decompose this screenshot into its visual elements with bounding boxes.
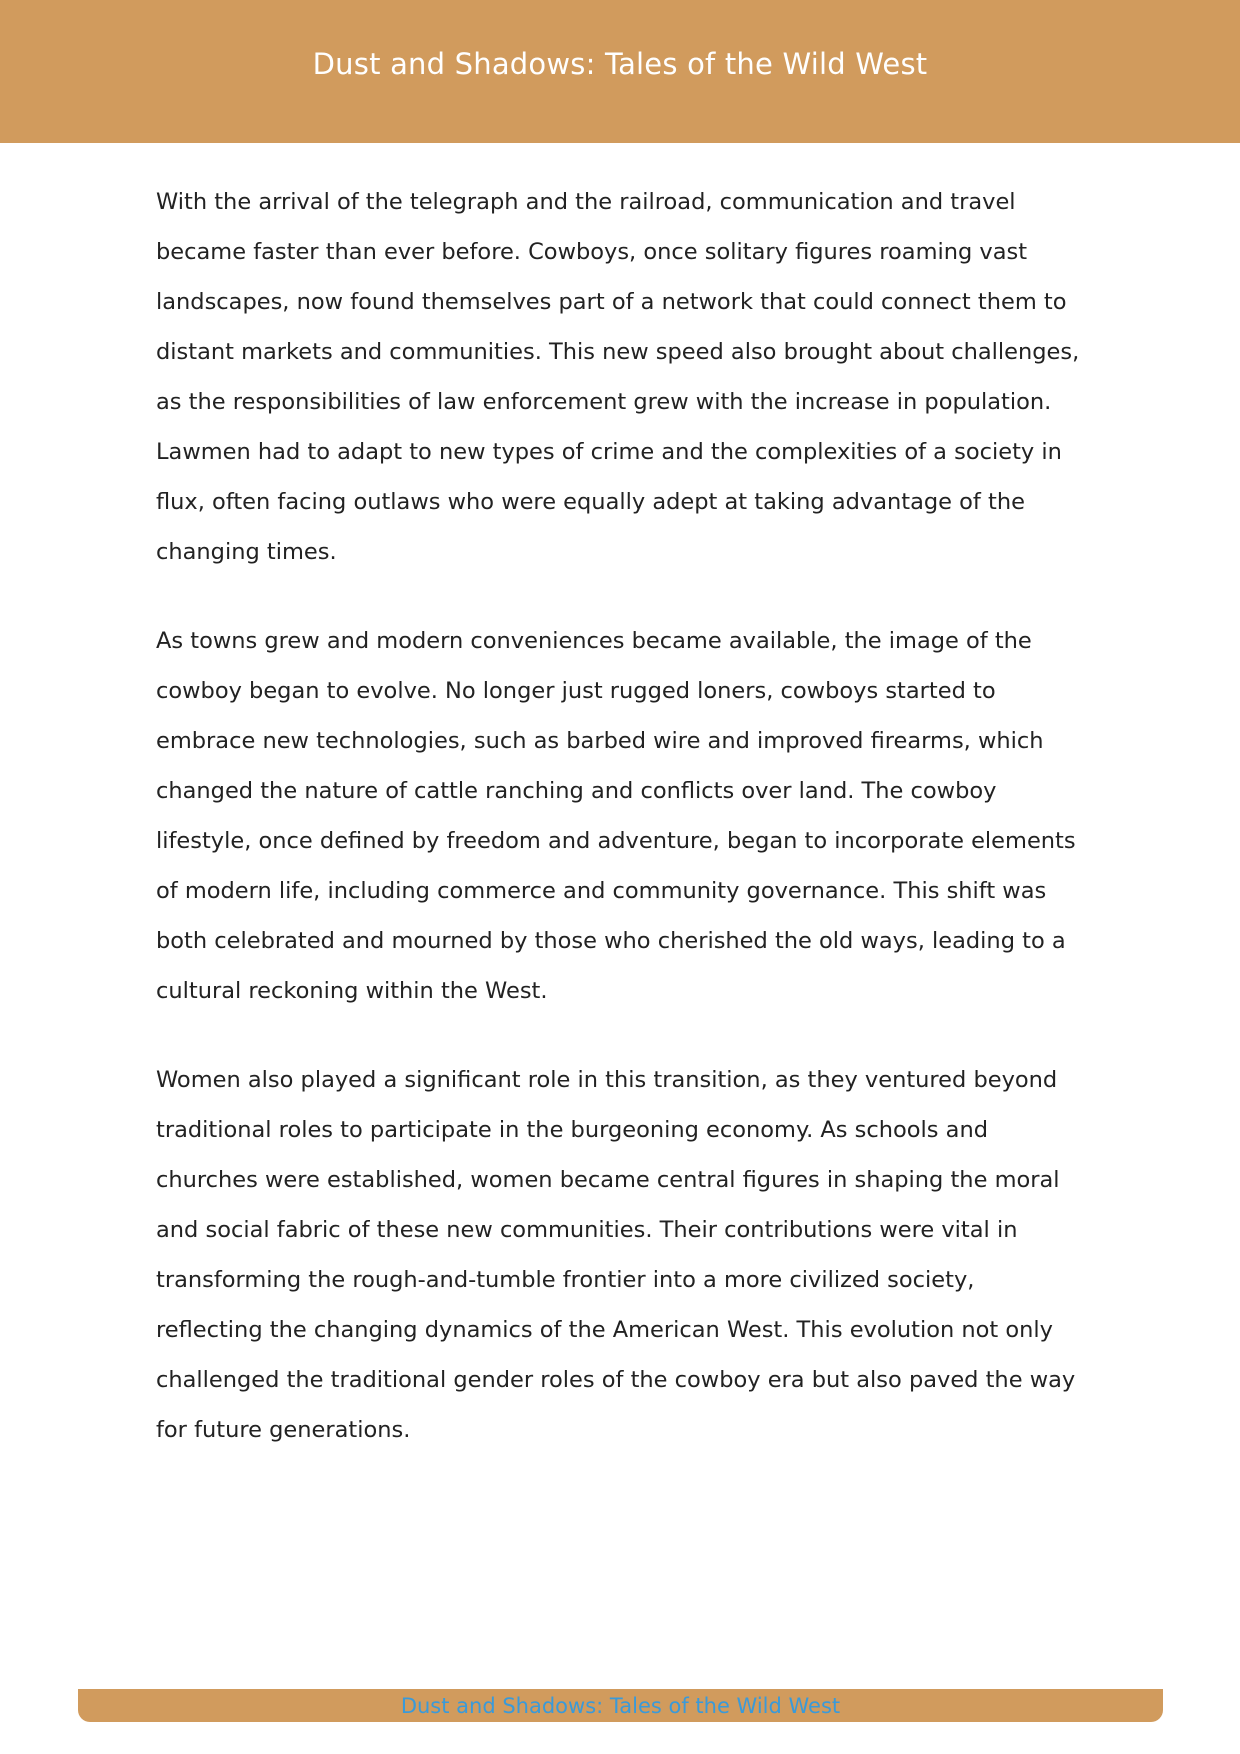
paragraph-1: With the arrival of the telegraph and the railroad, communication and travel became faster than ever before. Cowboys, once solitary figures roaming vast landscapes, now found themselves part of a network that could connect them to distant markets and communities. This new speed also brought about challenges, as the responsibilities of law enforcement grew with the increase in population. Lawmen had to adapt to new types of crime and the complexities of a society in flux, often facing outlaws who were equally adept at taking advantage of the changing times.	[156, 189, 1080, 565]
document-body	[156, 177, 1088, 1494]
footer-title: Dust and Shadows: Tales of the Wild West	[400, 1693, 841, 1718]
paragraph-2: As towns grew and modern conveniences became available, the image of the cowboy began to evolve. No longer just rugged loners, cowboys started to embrace new technologies, such as barbed wire and improved firearms, which changed the nature of cattle ranching and conflicts over land. The cowboy lifestyle, once defined by freedom and adventure, began to incorporate elements of modern life, including commerce and community governance. This shift was both celebrated and mourned by those who cherished the old ways, leading to a cultural reckoning within the West.	[156, 628, 1076, 1004]
page-footer	[78, 1689, 1163, 1722]
paragraph-3: Women also played a significant role in this transition, as they ventured beyond traditional roles to participate in the burgeoning economy. As schools and churches were established, women became central figures in shaping the moral and social fabric of these new communities. Their contributions were vital in transforming the rough-and-tumble frontier into a more civilized society, reflecting the changing dynamics of the American West. This evolution not only challenged the traditional gender roles of the cowboy era but also paved the way for future generations.	[156, 1067, 1076, 1443]
page-title: Dust and Shadows: Tales of the Wild West	[312, 46, 928, 81]
page-header	[0, 0, 1240, 143]
